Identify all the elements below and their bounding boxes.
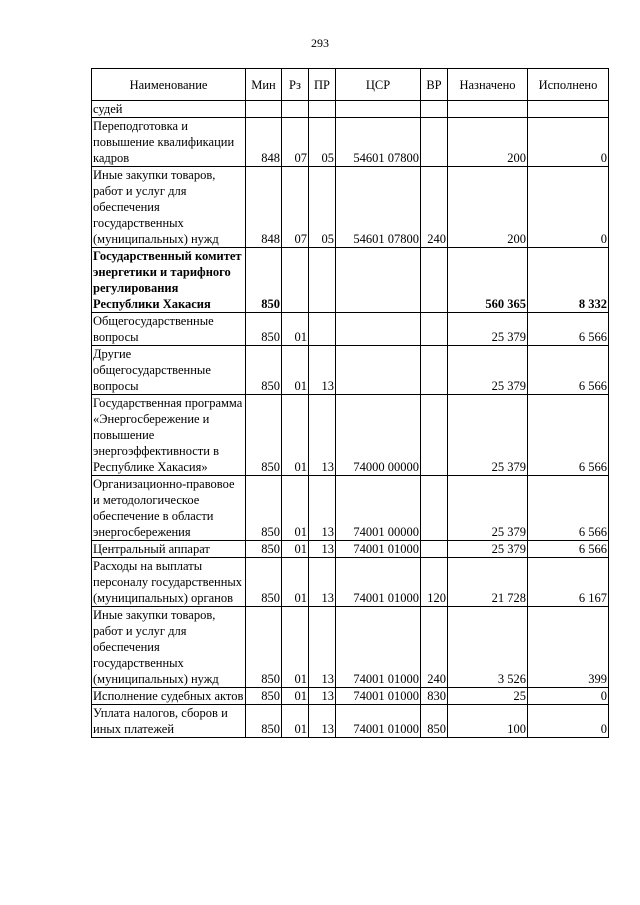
row-csr-cell <box>336 313 421 346</box>
row-min-cell: 850 <box>246 395 282 476</box>
row-csr-cell: 74001 01000 <box>336 558 421 607</box>
table-row <box>92 607 609 688</box>
row-executed-cell: 6 566 <box>528 541 609 558</box>
row-csr-cell: 74001 00000 <box>336 476 421 541</box>
row-vr-cell <box>421 248 448 313</box>
row-min-cell: 850 <box>246 346 282 395</box>
row-vr-cell: 120 <box>421 558 448 607</box>
table-header <box>92 69 609 101</box>
row-name-cell: Расходы на выплаты персоналу государственных (муниципальных) органов <box>92 558 246 607</box>
row-rz-cell <box>282 248 309 313</box>
row-csr-cell <box>336 248 421 313</box>
row-executed-cell: 0 <box>528 688 609 705</box>
row-csr-cell: 54601 07800 <box>336 167 421 248</box>
row-assigned-cell: 25 <box>448 688 528 705</box>
row-vr-cell <box>421 101 448 118</box>
row-csr-cell: 74001 01000 <box>336 541 421 558</box>
table-row <box>92 541 609 558</box>
row-rz-cell: 01 <box>282 541 309 558</box>
row-min-cell: 850 <box>246 541 282 558</box>
row-min-cell <box>246 101 282 118</box>
row-vr-cell: 240 <box>421 607 448 688</box>
row-pr-cell: 13 <box>309 607 336 688</box>
row-csr-cell <box>336 101 421 118</box>
row-vr-cell <box>421 346 448 395</box>
row-rz-cell: 01 <box>282 607 309 688</box>
row-assigned-cell: 25 379 <box>448 313 528 346</box>
table-row <box>92 346 609 395</box>
row-min-cell: 850 <box>246 688 282 705</box>
header-executed: Исполнено <box>528 69 609 101</box>
table-row <box>92 313 609 346</box>
row-rz-cell: 01 <box>282 558 309 607</box>
row-name-cell: Уплата налогов, сборов и иных платежей <box>92 705 246 738</box>
row-vr-cell <box>421 476 448 541</box>
header-row <box>92 69 609 101</box>
row-executed-cell: 6 167 <box>528 558 609 607</box>
header-rz: Рз <box>282 69 309 101</box>
row-min-cell: 850 <box>246 558 282 607</box>
row-vr-cell <box>421 313 448 346</box>
row-pr-cell: 13 <box>309 346 336 395</box>
row-rz-cell: 01 <box>282 346 309 395</box>
row-executed-cell: 6 566 <box>528 395 609 476</box>
row-assigned-cell: 25 379 <box>448 346 528 395</box>
header-name: Наименование <box>92 69 246 101</box>
row-pr-cell: 13 <box>309 395 336 476</box>
row-assigned-cell: 100 <box>448 705 528 738</box>
row-csr-cell: 74001 01000 <box>336 705 421 738</box>
row-executed-cell: 0 <box>528 167 609 248</box>
row-rz-cell <box>282 101 309 118</box>
row-executed-cell: 0 <box>528 705 609 738</box>
row-assigned-cell: 200 <box>448 118 528 167</box>
table-row <box>92 558 609 607</box>
table-row <box>92 167 609 248</box>
row-pr-cell: 13 <box>309 688 336 705</box>
row-csr-cell: 74001 01000 <box>336 607 421 688</box>
row-pr-cell: 13 <box>309 476 336 541</box>
row-min-cell: 850 <box>246 313 282 346</box>
row-assigned-cell: 25 379 <box>448 541 528 558</box>
row-executed-cell: 6 566 <box>528 346 609 395</box>
row-pr-cell: 13 <box>309 541 336 558</box>
header-min: Мин <box>246 69 282 101</box>
row-csr-cell: 74000 00000 <box>336 395 421 476</box>
row-assigned-cell: 25 379 <box>448 476 528 541</box>
row-rz-cell: 01 <box>282 688 309 705</box>
header-assigned: Назначено <box>448 69 528 101</box>
row-rz-cell: 01 <box>282 476 309 541</box>
row-min-cell: 850 <box>246 248 282 313</box>
row-name-cell: Государственный комитет энергетики и тарифного регулирования Республики Хакасия <box>92 248 246 313</box>
row-name-cell: Государственная программа «Энергосбережение и повышение энергоэффективности в Республике Хакасия» <box>92 395 246 476</box>
row-executed-cell: 6 566 <box>528 476 609 541</box>
row-name-cell: Общегосударственные вопросы <box>92 313 246 346</box>
row-executed-cell: 399 <box>528 607 609 688</box>
header-csr: ЦСР <box>336 69 421 101</box>
row-assigned-cell: 560 365 <box>448 248 528 313</box>
header-vr: ВР <box>421 69 448 101</box>
row-assigned-cell <box>448 101 528 118</box>
row-assigned-cell: 21 728 <box>448 558 528 607</box>
table-row <box>92 395 609 476</box>
row-assigned-cell: 200 <box>448 167 528 248</box>
row-name-cell: Организационно-правовое и методологическое обеспечение в области энергосбережения <box>92 476 246 541</box>
row-executed-cell: 6 566 <box>528 313 609 346</box>
row-vr-cell <box>421 541 448 558</box>
row-csr-cell <box>336 346 421 395</box>
budget-table <box>91 68 609 738</box>
row-name-cell: Другие общегосударственные вопросы <box>92 346 246 395</box>
row-min-cell: 850 <box>246 476 282 541</box>
row-pr-cell <box>309 313 336 346</box>
table-row <box>92 688 609 705</box>
table-body <box>92 101 609 738</box>
row-min-cell: 848 <box>246 118 282 167</box>
row-rz-cell: 01 <box>282 313 309 346</box>
row-name-cell: Центральный аппарат <box>92 541 246 558</box>
row-min-cell: 848 <box>246 167 282 248</box>
table-row <box>92 101 609 118</box>
page-number: 293 <box>311 36 329 50</box>
row-executed-cell: 8 332 <box>528 248 609 313</box>
row-assigned-cell: 3 526 <box>448 607 528 688</box>
row-vr-cell: 850 <box>421 705 448 738</box>
row-pr-cell: 13 <box>309 705 336 738</box>
row-min-cell: 850 <box>246 705 282 738</box>
row-csr-cell: 74001 01000 <box>336 688 421 705</box>
table-row <box>92 248 609 313</box>
row-rz-cell: 01 <box>282 705 309 738</box>
row-pr-cell <box>309 248 336 313</box>
row-pr-cell <box>309 101 336 118</box>
table-row <box>92 476 609 541</box>
row-assigned-cell: 25 379 <box>448 395 528 476</box>
row-executed-cell: 0 <box>528 118 609 167</box>
row-vr-cell <box>421 395 448 476</box>
row-name-cell: Переподготовка и повышение квалификации кадров <box>92 118 246 167</box>
row-vr-cell: 240 <box>421 167 448 248</box>
row-pr-cell: 05 <box>309 118 336 167</box>
row-name-cell: Исполнение судебных актов <box>92 688 246 705</box>
row-vr-cell: 830 <box>421 688 448 705</box>
row-executed-cell <box>528 101 609 118</box>
row-rz-cell: 07 <box>282 118 309 167</box>
row-vr-cell <box>421 118 448 167</box>
table-row <box>92 705 609 738</box>
row-rz-cell: 07 <box>282 167 309 248</box>
row-csr-cell: 54601 07800 <box>336 118 421 167</box>
row-min-cell: 850 <box>246 607 282 688</box>
row-pr-cell: 13 <box>309 558 336 607</box>
row-rz-cell: 01 <box>282 395 309 476</box>
row-pr-cell: 05 <box>309 167 336 248</box>
header-pr: ПР <box>309 69 336 101</box>
row-name-cell: судей <box>92 101 246 118</box>
table-row <box>92 118 609 167</box>
row-name-cell: Иные закупки товаров, работ и услуг для обеспечения государственных (муниципальных) нужд <box>92 167 246 248</box>
row-name-cell: Иные закупки товаров, работ и услуг для обеспечения государственных (муниципальных) нужд <box>92 607 246 688</box>
